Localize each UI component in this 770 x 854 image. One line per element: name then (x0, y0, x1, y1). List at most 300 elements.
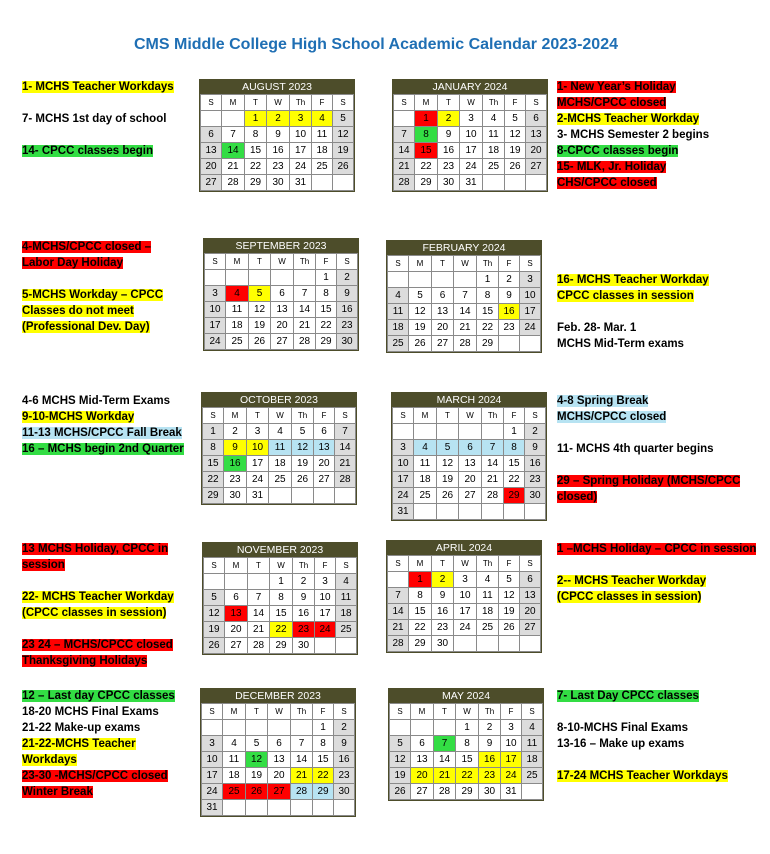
month-header: OCTOBER 2023 (202, 393, 356, 407)
empty-cell (333, 175, 354, 191)
weekday-label: F (499, 556, 520, 572)
note-text: 1- MCHS Teacher Workdays (22, 81, 174, 93)
day-cell: 7 (394, 127, 415, 143)
day-cell: 30 (525, 488, 546, 504)
day-cell: 11 (414, 456, 437, 472)
empty-cell (225, 574, 248, 590)
note-item (22, 637, 200, 669)
day-cell: 21 (394, 159, 415, 175)
day-cell: 17 (247, 456, 269, 472)
note-item (557, 320, 757, 352)
month-grid (393, 94, 547, 191)
note-item (557, 127, 757, 143)
day-cell: 2 (267, 111, 290, 127)
day-cell: 15 (245, 143, 267, 159)
day-cell: 25 (312, 159, 333, 175)
day-cell: 19 (437, 472, 459, 488)
day-cell: 29 (415, 175, 438, 191)
weekday-label: Th (292, 408, 314, 424)
day-cell: 6 (520, 572, 541, 588)
day-cell: 28 (482, 488, 504, 504)
day-cell: 15 (270, 606, 293, 622)
note-text: 12 – Last day CPCC classes (22, 690, 175, 702)
day-cell: 12 (246, 752, 268, 768)
spacer (557, 304, 757, 320)
day-cell: 15 (504, 456, 525, 472)
day-cell: 17 (290, 143, 312, 159)
weekday-label: W (271, 254, 294, 270)
weekday-label: S (388, 556, 409, 572)
day-cell: 21 (294, 318, 316, 334)
note-text: 9-10-MCHS Workday (22, 411, 135, 423)
day-cell: 16 (337, 302, 358, 318)
note-item (557, 393, 758, 425)
empty-cell (336, 638, 357, 654)
day-cell: 11 (226, 302, 249, 318)
day-cell: 18 (483, 143, 505, 159)
note-text: 4-MCHS/CPCC closed – Labor Day Holiday (22, 241, 152, 269)
empty-cell (388, 572, 409, 588)
empty-cell (315, 638, 336, 654)
day-cell: 27 (520, 620, 541, 636)
day-cell: 7 (434, 736, 456, 752)
weekday-label: M (224, 408, 247, 424)
day-cell: 23 (525, 472, 546, 488)
day-cell: 6 (314, 424, 335, 440)
weekday-label: S (520, 256, 541, 272)
spacer (22, 127, 192, 143)
day-cell: 30 (224, 488, 247, 504)
spacer (557, 425, 758, 441)
day-cell: 19 (333, 143, 354, 159)
empty-cell (314, 488, 335, 504)
day-cell: 3 (315, 574, 336, 590)
weekday-label: Th (477, 256, 499, 272)
note-item (557, 79, 757, 111)
day-cell: 1 (270, 574, 293, 590)
note-text: 23-30 -MCHS/CPCC closed Winter Break (22, 770, 168, 798)
day-cell: 5 (390, 736, 411, 752)
empty-cell (454, 272, 477, 288)
day-cell: 20 (411, 768, 434, 784)
day-cell: 8 (415, 127, 438, 143)
day-cell: 9 (224, 440, 247, 456)
day-cell: 8 (245, 127, 267, 143)
day-cell: 21 (388, 620, 409, 636)
note-text: 4-8 Spring Break MCHS/CPCC closed (557, 395, 667, 423)
day-cell: 28 (222, 175, 245, 191)
day-cell: 9 (432, 588, 454, 604)
notes-october (22, 393, 200, 457)
day-cell: 5 (437, 440, 459, 456)
day-cell: 28 (434, 784, 456, 800)
empty-cell (294, 270, 316, 286)
empty-cell (312, 175, 333, 191)
day-cell: 16 (438, 143, 460, 159)
note-text: 11-13 MCHS/CPCC Fall Break (22, 427, 182, 439)
day-cell: 12 (333, 127, 354, 143)
calendar-april-2024 (386, 540, 542, 653)
day-cell: 11 (483, 127, 505, 143)
note-text: 7- Last Day CPCC classes (557, 690, 699, 702)
day-cell: 5 (204, 590, 225, 606)
day-cell: 16 (334, 752, 355, 768)
note-item (22, 79, 192, 95)
note-item (22, 143, 192, 159)
day-cell: 17 (454, 604, 477, 620)
month-header: SEPTEMBER 2023 (204, 239, 358, 253)
note-item (22, 441, 200, 457)
weekday-label: T (438, 95, 460, 111)
note-item (22, 541, 200, 573)
day-cell: 8 (313, 736, 334, 752)
note-text: 29 – Spring Holiday (MCHS/CPCC closed) (557, 475, 741, 503)
day-cell: 17 (205, 318, 226, 334)
month-grid (200, 94, 354, 191)
weekday-label: M (409, 256, 432, 272)
day-cell: 31 (393, 504, 414, 520)
day-cell: 19 (292, 456, 314, 472)
day-cell: 6 (526, 111, 547, 127)
day-cell: 16 (432, 604, 454, 620)
day-cell: 8 (409, 588, 432, 604)
weekday-label: Th (483, 95, 505, 111)
day-cell: 2 (293, 574, 315, 590)
note-text: 16 – MCHS begin 2nd Quarter (22, 443, 184, 455)
day-cell: 22 (316, 318, 337, 334)
day-cell: 19 (204, 622, 225, 638)
empty-cell (499, 636, 520, 652)
day-cell: 18 (388, 320, 409, 336)
empty-cell (222, 111, 245, 127)
day-cell: 21 (434, 768, 456, 784)
day-cell: 31 (460, 175, 483, 191)
day-cell: 24 (520, 320, 541, 336)
weekday-label: S (204, 558, 225, 574)
day-cell: 11 (223, 752, 246, 768)
day-cell: 22 (245, 159, 267, 175)
day-cell: 7 (248, 590, 270, 606)
empty-cell (409, 272, 432, 288)
day-cell: 20 (225, 622, 248, 638)
day-cell: 24 (315, 622, 336, 638)
empty-cell (205, 270, 226, 286)
weekday-label: S (337, 254, 358, 270)
weekday-label: W (456, 704, 479, 720)
day-cell: 29 (270, 638, 293, 654)
calendar-september-2023 (203, 238, 359, 351)
day-cell: 24 (290, 159, 312, 175)
day-cell: 7 (291, 736, 313, 752)
note-text: 13 MCHS Holiday, CPCC in session (22, 543, 169, 571)
day-cell: 12 (292, 440, 314, 456)
day-cell: 19 (249, 318, 271, 334)
notes-september (22, 239, 200, 335)
day-cell: 10 (454, 588, 477, 604)
spacer (22, 95, 192, 111)
empty-cell (520, 636, 541, 652)
day-cell: 12 (505, 127, 526, 143)
empty-cell (411, 720, 434, 736)
month-header: DECEMBER 2023 (201, 689, 355, 703)
weekday-label: F (313, 704, 334, 720)
note-text: 14- CPCC classes begin (22, 145, 154, 157)
day-cell: 12 (437, 456, 459, 472)
weekday-label: S (333, 95, 354, 111)
day-cell: 29 (477, 336, 499, 352)
weekday-label: F (499, 256, 520, 272)
day-cell: 8 (316, 286, 337, 302)
day-cell: 1 (316, 270, 337, 286)
notes-march (557, 393, 758, 505)
day-cell: 16 (479, 752, 501, 768)
day-cell: 18 (477, 604, 499, 620)
day-cell: 20 (268, 768, 291, 784)
day-cell: 28 (294, 334, 316, 350)
weekday-label: S (202, 704, 223, 720)
day-cell: 30 (438, 175, 460, 191)
note-item (22, 287, 200, 335)
day-cell: 5 (505, 111, 526, 127)
day-cell: 3 (247, 424, 269, 440)
day-cell: 4 (477, 572, 499, 588)
day-cell: 10 (520, 288, 541, 304)
weekday-label: F (314, 408, 335, 424)
day-cell: 15 (477, 304, 499, 320)
day-cell: 25 (388, 336, 409, 352)
day-cell: 1 (504, 424, 525, 440)
day-cell: 27 (225, 638, 248, 654)
day-cell: 21 (482, 472, 504, 488)
day-cell: 30 (334, 784, 355, 800)
day-cell: 23 (499, 320, 520, 336)
day-cell: 25 (336, 622, 357, 638)
empty-cell (483, 175, 505, 191)
day-cell: 7 (222, 127, 245, 143)
notes-august (22, 79, 192, 159)
note-text: 23 24 – MCHS/CPCC closed Thanksgiving Holidays (22, 639, 173, 667)
month-header: MARCH 2024 (392, 393, 546, 407)
day-cell: 10 (501, 736, 522, 752)
note-item (557, 541, 762, 557)
day-cell: 5 (333, 111, 354, 127)
weekday-label: T (246, 704, 268, 720)
day-cell: 4 (223, 736, 246, 752)
day-cell: 18 (522, 752, 543, 768)
weekday-label: F (315, 558, 336, 574)
calendar-august-2023 (199, 79, 355, 192)
day-cell: 3 (393, 440, 414, 456)
note-text: 22- MCHS Teacher Workday (CPCC classes in session) (22, 591, 174, 619)
day-cell: 27 (268, 784, 291, 800)
notes-december (22, 688, 200, 800)
day-cell: 8 (456, 736, 479, 752)
day-cell: 22 (203, 472, 224, 488)
day-cell: 11 (312, 127, 333, 143)
weekday-label: S (520, 556, 541, 572)
day-cell: 13 (271, 302, 294, 318)
day-cell: 20 (271, 318, 294, 334)
day-cell: 20 (459, 472, 482, 488)
empty-cell (393, 424, 414, 440)
day-cell: 29 (504, 488, 525, 504)
day-cell: 14 (482, 456, 504, 472)
weekday-label: S (394, 95, 415, 111)
day-cell: 1 (415, 111, 438, 127)
weekday-label: S (336, 558, 357, 574)
weekday-label: S (522, 704, 543, 720)
note-item (557, 159, 757, 191)
day-cell: 25 (414, 488, 437, 504)
day-cell: 9 (438, 127, 460, 143)
day-cell: 17 (520, 304, 541, 320)
day-cell: 10 (393, 456, 414, 472)
day-cell: 23 (438, 159, 460, 175)
day-cell: 26 (409, 336, 432, 352)
month-grid (203, 557, 357, 654)
empty-cell (268, 720, 291, 736)
day-cell: 14 (291, 752, 313, 768)
day-cell: 10 (460, 127, 483, 143)
empty-cell (271, 270, 294, 286)
empty-cell (390, 720, 411, 736)
day-cell: 16 (499, 304, 520, 320)
note-item (22, 736, 200, 768)
weekday-label: M (415, 95, 438, 111)
note-item (557, 473, 758, 505)
empty-cell (432, 272, 454, 288)
day-cell: 24 (205, 334, 226, 350)
weekday-label: W (454, 256, 477, 272)
empty-cell (248, 574, 270, 590)
day-cell: 22 (504, 472, 525, 488)
weekday-label: Th (293, 558, 315, 574)
month-header: APRIL 2024 (387, 541, 541, 555)
day-cell: 21 (454, 320, 477, 336)
day-cell: 6 (411, 736, 434, 752)
day-cell: 15 (313, 752, 334, 768)
day-cell: 24 (247, 472, 269, 488)
note-text: 2-- MCHS Teacher Workday (CPCC classes in session) (557, 575, 707, 603)
empty-cell (268, 800, 291, 816)
empty-cell (226, 270, 249, 286)
day-cell: 23 (267, 159, 290, 175)
weekday-label: S (390, 704, 411, 720)
day-cell: 25 (226, 334, 249, 350)
month-grid (201, 703, 355, 816)
empty-cell (434, 720, 456, 736)
month-header: MAY 2024 (389, 689, 543, 703)
day-cell: 3 (460, 111, 483, 127)
note-item (22, 704, 200, 720)
day-cell: 25 (483, 159, 505, 175)
weekday-label: Th (291, 704, 313, 720)
day-cell: 7 (482, 440, 504, 456)
day-cell: 2 (432, 572, 454, 588)
empty-cell (526, 175, 547, 191)
day-cell: 18 (414, 472, 437, 488)
day-cell: 12 (249, 302, 271, 318)
day-cell: 18 (336, 606, 357, 622)
day-cell: 26 (204, 638, 225, 654)
weekday-label: F (312, 95, 333, 111)
empty-cell (223, 720, 246, 736)
day-cell: 3 (520, 272, 541, 288)
weekday-label: Th (482, 408, 504, 424)
day-cell: 7 (294, 286, 316, 302)
day-cell: 4 (522, 720, 543, 736)
empty-cell (202, 720, 223, 736)
empty-cell (482, 424, 504, 440)
day-cell: 8 (477, 288, 499, 304)
day-cell: 9 (293, 590, 315, 606)
note-text: 16- MCHS Teacher Workday CPCC classes in session (557, 274, 709, 302)
day-cell: 7 (335, 424, 356, 440)
empty-cell (335, 488, 356, 504)
day-cell: 15 (415, 143, 438, 159)
day-cell: 31 (290, 175, 312, 191)
empty-cell (504, 504, 525, 520)
weekday-label: T (432, 556, 454, 572)
day-cell: 15 (456, 752, 479, 768)
day-cell: 27 (526, 159, 547, 175)
empty-cell (249, 270, 271, 286)
note-item (22, 768, 200, 800)
day-cell: 5 (292, 424, 314, 440)
day-cell: 6 (432, 288, 454, 304)
day-cell: 17 (501, 752, 522, 768)
day-cell: 13 (225, 606, 248, 622)
note-text: 8-10-MCHS Final Exams (557, 722, 689, 734)
day-cell: 22 (477, 320, 499, 336)
weekday-label: S (335, 408, 356, 424)
note-text: 7- MCHS 1st day of school (22, 113, 167, 125)
empty-cell (454, 636, 477, 652)
weekday-label: T (437, 408, 459, 424)
day-cell: 20 (432, 320, 454, 336)
day-cell: 5 (409, 288, 432, 304)
day-cell: 14 (222, 143, 245, 159)
empty-cell (482, 504, 504, 520)
day-cell: 6 (225, 590, 248, 606)
day-cell: 26 (333, 159, 354, 175)
day-cell: 1 (477, 272, 499, 288)
note-text: 21-22-MCHS Teacher Workdays (22, 738, 136, 766)
note-item (22, 111, 192, 127)
day-cell: 21 (248, 622, 270, 638)
day-cell: 3 (205, 286, 226, 302)
weekday-label: W (459, 408, 482, 424)
weekday-label: M (411, 704, 434, 720)
spacer (557, 557, 762, 573)
day-cell: 19 (499, 604, 520, 620)
day-cell: 9 (334, 736, 355, 752)
day-cell: 4 (269, 424, 292, 440)
day-cell: 6 (268, 736, 291, 752)
day-cell: 22 (415, 159, 438, 175)
weekday-label: S (334, 704, 355, 720)
day-cell: 8 (504, 440, 525, 456)
empty-cell (269, 488, 292, 504)
day-cell: 13 (411, 752, 434, 768)
weekday-label: Th (290, 95, 312, 111)
day-cell: 9 (479, 736, 501, 752)
day-cell: 30 (432, 636, 454, 652)
empty-cell (334, 800, 355, 816)
month-grid (387, 555, 541, 652)
day-cell: 6 (201, 127, 222, 143)
spacer (557, 752, 757, 768)
